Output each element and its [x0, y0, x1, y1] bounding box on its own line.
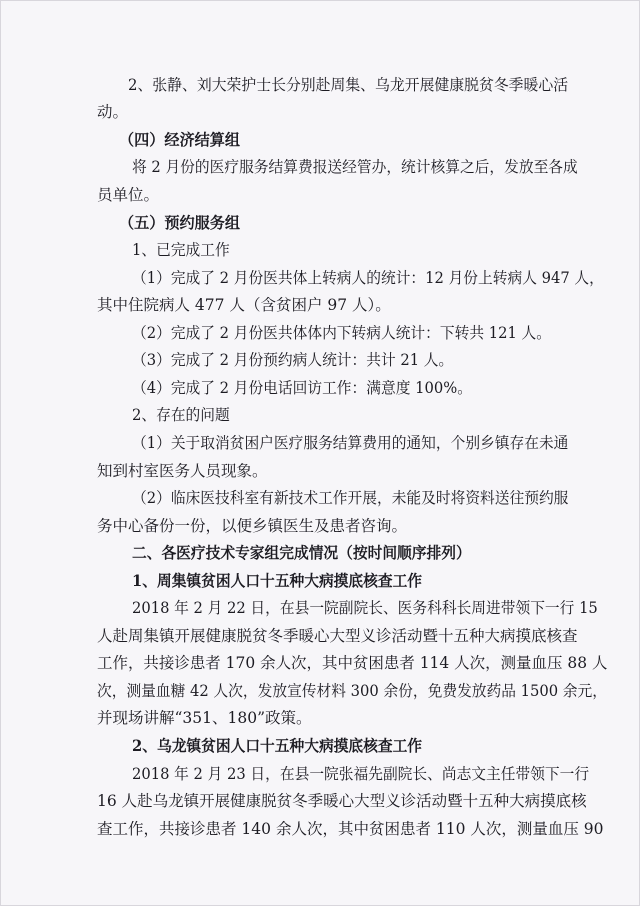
section-heading: （四）经济结算组: [119, 130, 241, 149]
text-line: 知到村室医务人员现象。: [97, 462, 268, 480]
text-line: 其中住院病人 477 人（含贫困户 97 人）。: [97, 296, 391, 314]
text-line: 2018 年 2 月 23 日，在县一院张福先副院长、尚志文主任带领下一行: [132, 765, 590, 783]
section-heading: （五）预约服务组: [119, 213, 241, 232]
text-line: 工作，共接诊患者 170 余人次，其中贫困患者 114 人次，测量血压 88 人: [97, 654, 608, 672]
text-line: 查工作，共接诊患者 140 余人次，其中贫困患者 110 人次，测量血压 90: [97, 820, 604, 838]
text-line: 员单位。: [97, 186, 160, 204]
text-line: （2）完成了 2 月份医共体体内下转病人统计：下转共 121 人。: [132, 324, 551, 342]
text-line: 将 2 月份的医疗服务结算费报送经管办，统计核算之后，发放至各成: [132, 158, 578, 176]
subsection-heading: 2、乌龙镇贫困人口十五种大病摸底核查工作: [132, 736, 423, 755]
text-line: 2018 年 2 月 22 日，在县一院副院长、医务科科长周进带领下一行 15: [132, 599, 598, 617]
text-line: 次，测量血糖 42 人次，发放宣传材料 300 余份，免费发放药品 1500 余元，: [97, 682, 607, 700]
text-line: 16 人赴乌龙镇开展健康脱贫冬季暖心大型义诊活动暨十五种大病摸底核: [97, 792, 587, 810]
text-line: 2、张静、刘大荣护士长分别赴周集、乌龙开展健康脱贫冬季暖心活: [128, 76, 569, 94]
text-line: 人赴周集镇开展健康脱贫冬季暖心大型义诊活动暨十五种大病摸底核查: [97, 627, 578, 645]
text-line: （4）完成了 2 月份电话回访工作：满意度 100%。: [132, 379, 472, 397]
text-line: （1）完成了 2 月份医共体上转病人的统计：12 月份上转病人 947 人，: [132, 269, 604, 287]
subsection-heading: 1、周集镇贫困人口十五种大病摸底核查工作: [132, 571, 423, 590]
text-line: 并现场讲解“351、180”政策。: [97, 709, 312, 727]
text-line: （2）临床医技科室有新技术工作开展，未能及时将资料送往预约服: [132, 489, 569, 507]
text-line: （1）关于取消贫困户医疗服务结算费用的通知，个别乡镇存在未通: [132, 434, 569, 452]
chapter-heading: 二、各医疗技术专家组完成情况（按时间顺序排列）: [132, 543, 471, 562]
subheading: 2、存在的问题: [132, 406, 230, 424]
subheading: 1、已完成工作: [132, 241, 230, 259]
text-line: （3）完成了 2 月份预约病人统计：共计 21 人。: [132, 351, 454, 369]
text-line: 务中心备份一份，以便乡镇医生及患者咨询。: [97, 517, 408, 535]
text-line: 动。: [97, 103, 129, 121]
